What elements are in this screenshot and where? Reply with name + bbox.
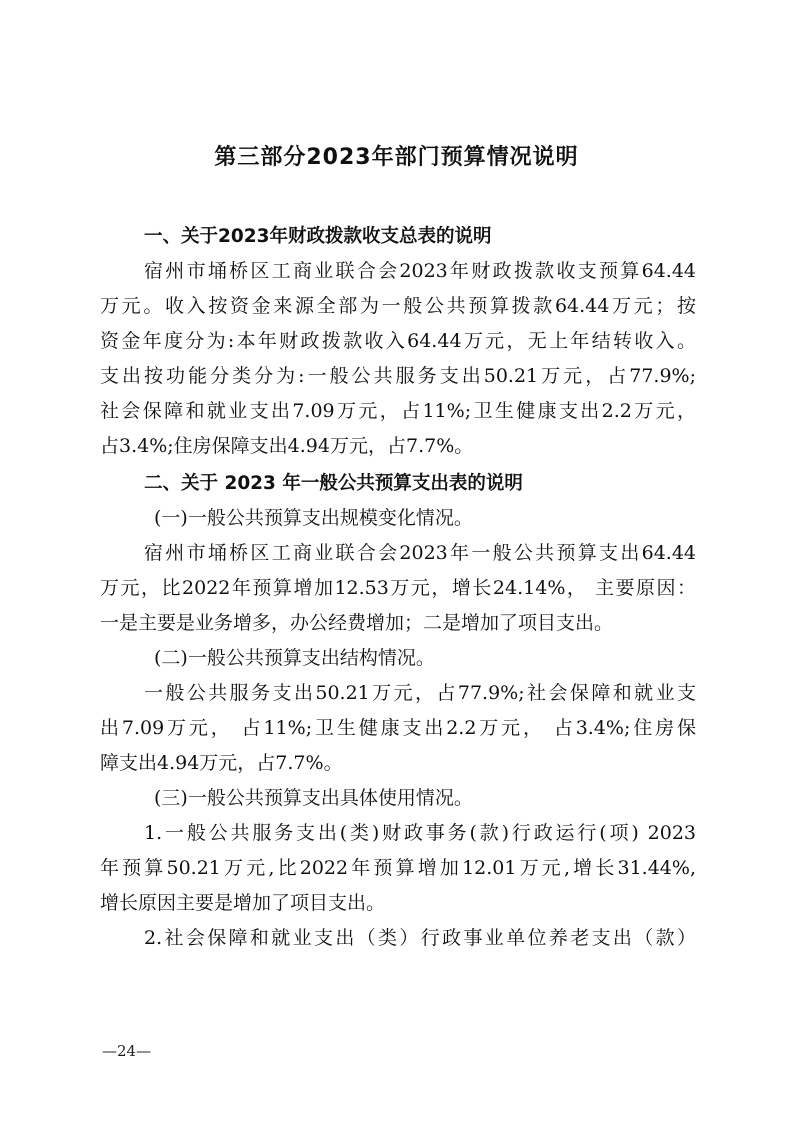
paragraph-line: 障支出4.94万元，占7.7%。 (100, 752, 343, 774)
paragraph-line: 一是主要是业务增多，办公经费增加；二是增加了项目支出。 (100, 612, 614, 634)
paragraph-line: 一般公共服务支出50.21万元，占77.9%;社会保障和就业支 (144, 682, 696, 704)
section-heading: 二、关于 2023 年一般公共预算支出表的说明 (144, 473, 523, 494)
paragraph-line: 资金年度分为:本年财政拨款收入64.44万元，无上年结转收入。 (100, 330, 696, 352)
page-title: 第三部分2023年部门预算情况说明 (214, 145, 579, 170)
paragraph-line: 万元。收入按资金来源全部为一般公共预算拨款64.44万元；按 (100, 295, 696, 317)
paragraph-line: (二)一般公共预算支出结构情况。 (154, 647, 435, 669)
paragraph-line: (三)一般公共预算支出具体使用情况。 (154, 787, 473, 809)
paragraph-line: 支出按功能分类分为:一般公共服务支出50.21万元，占77.9%; (100, 365, 696, 387)
paragraph-line: 1.一般公共服务支出(类)财政事务(款)行政运行(项) 2023 (144, 822, 696, 844)
paragraph-line: 增长原因主要是增加了项目支出。 (100, 892, 386, 914)
paragraph-line: 宿州市埇桥区工商业联合会2023年一般公共预算支出64.44 (144, 542, 696, 564)
section-heading: 一、关于2023年财政拨款收支总表的说明 (144, 226, 492, 247)
paragraph-line: 社会保障和就业支出7.09万元，占11%;卫生健康支出2.2万元， (100, 400, 696, 422)
paragraph-line: 年预算50.21万元,比2022年预算增加12.01万元,增长31.44%, (100, 857, 696, 879)
paragraph-line: 宿州市埇桥区工商业联合会2023年财政拨款收支预算64.44 (144, 260, 696, 282)
paragraph-line: 占3.4%;住房保障支出4.94万元，占7.7%。 (100, 435, 474, 457)
paragraph-line: 万元，比2022年预算增加12.53万元，增长24.14%， 主要原因： (100, 577, 696, 599)
page-number: —24— (102, 1042, 152, 1060)
paragraph-line: (一)一般公共预算支出规模变化情况。 (154, 507, 473, 529)
paragraph-line: 2.社会保障和就业支出（类）行政事业单位养老支出（款） (144, 927, 696, 949)
document-body (100, 219, 696, 956)
paragraph-line: 出7.09万元， 占11%;卫生健康支出2.2万元， 占3.4%;住房保 (100, 717, 696, 739)
